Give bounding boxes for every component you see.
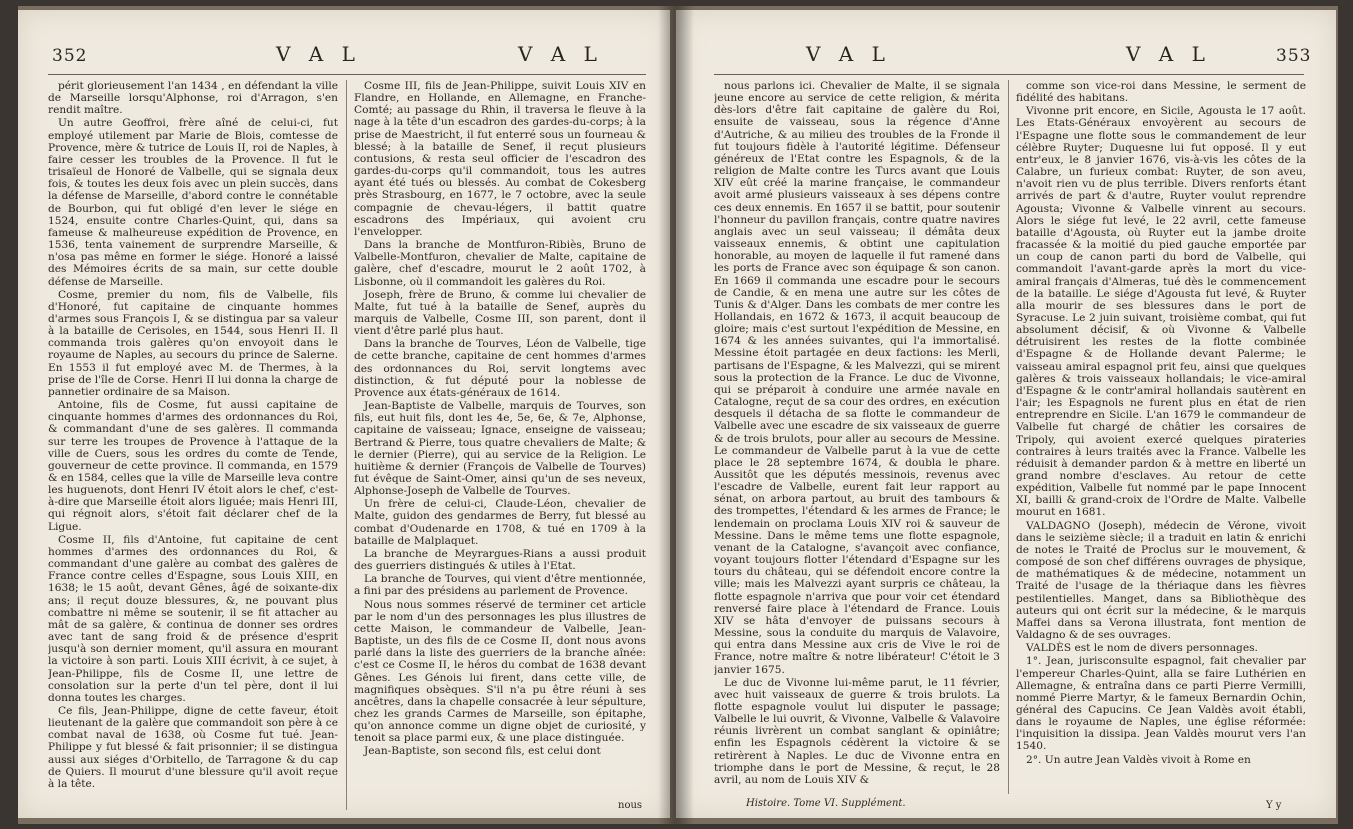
text-column-2 [1016, 80, 1306, 810]
text-column-1 [714, 80, 1000, 794]
text-column-2 [354, 80, 646, 798]
paragraph: Jean-Baptiste de Valbelle, marquis de Tourves, son fils, eut huit fils, dont les 4e, 5e, 6e, & 7e, Alphonse, capitaine de vaisseau; Ignace, enseigne de vaisseau; Bertrand & Pierre, tous quatre chevaliers de Malte; & le dernier (Pierre), qui au service de la Religion. Le huitième & dernier (François de Valbelle de Tourves) fut évêque de Saint-Omer, ainsi qu'un de ses neveux, Alphonse-Joseph de Valbelle de Tourves. [354, 400, 646, 498]
paragraph: 1°. Jean, jurisconsulte espagnol, fait chevalier par l'empereur Charles-Quint, alla se faire Luthérien en Allemagne, & entraîna dans ce parti Pierre Vermilli, nommé Pierre Martyr, & le fameux Bernardin Ochin, général des Capucins. Ce Jean Valdès avoit établi, dans le royaume de Naples, une église réformée: l'inquisition la dissipa. Jean Valdès mourut vers l'an 1540. [1016, 655, 1306, 753]
paragraph: Le duc de Vivonne lui-même parut, le 11 février, avec huit vaisseaux de guerre & trois brulots. La flotte espagnole voulut lui disputer le passage; Valbelle le lui ouvrit, & Vivonne, Valbelle & Valavoire réunis livrèrent un combat sanglant & opiniâtre; enfin les Espagnols cédèrent la victoire & se retirèrent à Naples. Le duc de Vivonne entra en triomphe dans le port de Messine, & reçut, le 28 avril, au nom de Louis XIV & [714, 676, 1000, 786]
signature-mark: Y y [1266, 800, 1282, 811]
text-column-1 [48, 80, 338, 810]
paragraph: Dans la branche de Tourves, Léon de Valbelle, tige de cette branche, capitaine de cent hommes d'armes des ordonnances du Roi, servit longtems avec distinction, & fut député pour la noblesse de Provence aux états-généraux de 1614. [354, 338, 646, 399]
paragraph: La branche de Meyrargues-Rians a aussi produit des guerriers distingués & utiles à l'Etat. [354, 547, 646, 573]
paragraph: Un frère de celui-ci, Claude-Léon, chevalier de Malte, guidon des gendarmes de Berry, fut blessé au combat d'Oudenarde en 1708, & tué en 1709 à la bataille de Malplaquet. [354, 498, 646, 547]
paragraph: VALDAGNO (Joseph), médecin de Vérone, vivoit dans le seizième siècle; il a traduit en latin & enrichi de notes le Traité de Proclus sur le mouvement, & composé de son chef différens ouvrages de physique, de mathématiques & de médecine, notamment un Traité de l'usage de la thériaque dans les fièvres pestilentielles. Manget, dans sa Bibliothèque des auteurs qui ont écrit sur la médecine, & le marquis Maffei dans sa Verona illustrata, font mention de Valdagno & de ses ouvrages. [1016, 519, 1306, 642]
page-number: 352 [52, 46, 88, 66]
column-divider [1008, 80, 1009, 794]
open-book [18, 6, 1338, 824]
paragraph: VALDÈS est le nom de divers personnages. [1026, 642, 1258, 655]
right-page [676, 10, 1336, 818]
paragraph: Jean-Baptiste, son second fils, est celui dont [364, 745, 601, 758]
paragraph: Cosme III, fils de Jean-Philippe, suivit Louis XIV en Flandre, en Hollande, en Allemagne, en Franche-Comté; au passage du Rhin, il traversa le fleuve à la nage à la tête d'un escadron des gardes-du-corps; à la prise de Maestricht, il fut enterré sous un fourneau & blessé; à la bataille de Senef, il reçut plusieurs contusions, & resta seul officier de l'escadron des gardes-du-corps qu'il commandoit, tous les autres ayant été tués ou blessés. Au combat de Cokesberg près Strasbourg, en 1677, le 7 octobre, avec la seule compagnie de chevau-légers, il battit quatre escadrons des Impériaux, qui avoient cru l'envelopper. [354, 80, 646, 238]
paragraph: Un autre Geoffroi, frère aîné de celui-ci, fut employé utilement par Marie de Blois, comtesse de Provence, mère & tutrice de Louis II, roi de Naples, à faire cesser les troubles de la Provence. Il fut le trisaïeul de Honoré de Valbelle, qui se signala deux fois, & toutes les deux fois avec un plein succès, dans la défense de Marseille, d'abord contre le connétable de Bourbon, qui fut obligé d'en lever le siége en 1524, ensuite contre Charles-Quint, qui, dans sa fameuse & malheureuse expédition de Provence, en 1536, tenta vainement de surprendre Marseille, & n'osa pas même en former le siége. Honoré a laissé des Mémoires écrits de sa main, sur cette double défense de Marseille. [48, 117, 338, 288]
running-header: V A L [518, 42, 603, 66]
header-rule [48, 74, 646, 75]
paragraph: Cosme, premier du nom, fils de Valbelle, fils d'Honoré, fut capitaine de cinquante hommes d'armes sous François I, & se distingua par sa valeur à la bataille de Cerisoles, en 1544, sous Henri II. Il commanda trois galères qu'on envoyoit dans le royaume de Naples, au secours du prince de Salerne. En 1553 il fut employé avec M. de Thermes, à la prise de l'île de Corse. Henri II lui donna la charge de pannetier ordinaire de sa Maison. [48, 288, 338, 398]
paragraph: comme son vice-roi dans Messine, le serment de fidélité des habitans. [1016, 80, 1306, 105]
paragraph: périt glorieusement l'an 1434 , en défendant la ville de Marseille lorsqu'Alphonse, roi d'Arragon, s'en rendit maître. [48, 80, 338, 117]
paragraph: Ce fils, Jean-Philippe, digne de cette faveur, étoit lieutenant de la galère que commandoit son père à ce combat naval de 1638, où Cosme fut tué. Jean-Philippe y fut blessé & fait prisonnier; il se distingua aussi aux siéges d'Orbitello, de Tarragone & du cap de Quiers. Il mourut d'une blessure qu'il avoit reçue à la tête. [48, 704, 338, 790]
running-header: V A L [1126, 42, 1211, 66]
paragraph: Nous nous sommes réservé de terminer cet article par le nom d'un des personnages les plus illustres de cette Maison, le commandeur de Valbelle, Jean-Baptiste, un des fils de ce Cosme II, dont nous avons parlé dans la liste des guerriers de la branche aînée: c'est ce Cosme II, le héros du combat de 1638 devant Gênes. Les Génois lui firent, dans cette ville, de magnifiques obsèques. S'il n'a pu être réuni à ses ancêtres, dans la chapelle consacrée à leur sépulture, chez les grands Carmes de Marseille, son épitaphe, qu'on annonce comme un digne objet de curiosité, y tenoit sa place parmi eux, & une place distinguée. [354, 598, 646, 745]
paragraph: 2°. Un autre Jean Valdès vivoit à Rome en [1026, 753, 1251, 766]
running-header: V A L [806, 42, 891, 66]
column-divider [346, 80, 347, 810]
page-number: 353 [1276, 46, 1312, 66]
page-footer: Histoire. Tome VI. Supplément. [746, 798, 906, 809]
paragraph: Joseph, frère de Bruno, & comme lui chevalier de Malte, fut tué à la bataille de Senef, auprès du marquis de Valbelle, Cosme III, son parent, dont il vient d'être parlé plus haut. [354, 288, 646, 338]
paragraph: Vivonne prit encore, en Sicile, Agousta le 17 août. Les Etats-Généraux envoyèrent au secours de l'Espagne une flotte sous le commandement de leur célèbre Ruyter; Duquesne lui fut opposé. Il y eut entr'eux, le 8 janvier 1676, vis-à-vis les côtes de la Calabre, un furieux combat: Ruyter, de son aveu, n'avoit rien vu de plus terrible. Divers renforts étant arrivés de part & d'autre, Ruyter voulut reprendre Agousta; Vivonne & Valbelle vinrent au secours. Alors le siége fut levé, le 22 avril, cette fameuse bataille d'Agousta, où Ruyter eut la jambe droite fracassée & la moitié du pied gauche emportée par un coup de canon parti du bord de Valbelle, qui commandoit l'avant-garde après la mort du vice-amiral français d'Almeras, tué dès le commencement de la bataille. Le siége d'Agousta fut levé, & Ruyter alla mourir de ses blessures dans le port de Syracuse. Le 2 juin suivant, troisième combat, qui fut absolument décisif, & où Vivonne & Valbelle détruisirent les restes de la flotte combinée d'Espagne & de Hollande devant Palerme; le vaisseau amiral espagnol prit feu, ainsi que quelques galères & trois vaisseaux hollandais; le vice-amiral d'Espagne & le contr'amiral hollandais sautèrent en l'air; les Espagnols ne furent plus en état de rien entreprendre en Sicile. L'an 1679 le commandeur de Valbelle fut chargé de châtier les corsaires de Tripoly, qui avoient exercé quelques pirateries contraires à leurs traités avec la France. Valbelle les réduisit à demander pardon & à mettre en liberté un grand nombre d'esclaves. Au retour de cette expédition, Valbelle fut nommé par le pape Innocent XI, bailli & grand-croix de l'Ordre de Malte. Valbelle mourut en 1681. [1016, 105, 1306, 519]
paragraph: Dans la branche de Montfuron-Ribiès, Bruno de Valbelle-Montfuron, chevalier de Malte, capitaine de galère, chef d'escadre, mourut le 2 août 1702, à Lisbonne, où il commandoit les galères du Roi. [354, 239, 646, 288]
catchword: nous [618, 800, 643, 811]
left-page [18, 10, 670, 818]
running-header: V A L [276, 42, 361, 66]
paragraph: Cosme II, fils d'Antoine, fut capitaine de cent hommes d'armes des ordonnances du Roi, & commandant d'une galère au combat des galères de France contre celles d'Espagne, sous Louis XIII, en 1638; le 15 août, devant Gênes, âgé de soixante-dix ans; il reçut douze blessures, &, ne pouvant plus combattre ni même se soutenir, il se fit attacher au mât de sa galère, & continua de donner ses ordres avec tant de sang froid & de présence d'esprit jusqu'à son dernier moment, qu'il assura en mourant la victoire à son parti. Louis XIII écrivit, à ce sujet, à Jean-Philippe, fils de Cosme II, une lettre de consolation sur la perte d'un tel père, dont il lui donna toutes les charges. [48, 533, 338, 704]
paragraph: La branche de Tourves, qui vient d'être mentionnée, a fini par des présidens au parlement de Provence. [354, 573, 646, 598]
paragraph: Antoine, fils de Cosme, fut aussi capitaine de cinquante hommes d'armes des ordonnances du Roi, & commandant d'une de ses galères. Il commanda sur terre les troupes de Provence à l'attaque de la ville de Cuers, sous les ordres du comte de Tende, gouverneur de cette province. Il commanda, en 1579 & en 1584, celles que la ville de Marseille leva contre les huguenots, dont Henri IV étoit alors le chef, c'est-à-dire que Marseille étoit alors liguée; mais Henri III, qui régnoit alors, s'étoit fait déclarer chef de la Ligue. [48, 399, 338, 533]
header-rule [714, 74, 1304, 75]
paragraph: nous parlons ici. Chevalier de Malte, il se signala jeune encore au service de cette religion, & mérita dès-lors d'être fait capitaine de galère du Roi, ensuite de vaisseau, sous la régence d'Anne d'Autriche, & au milieu des troubles de la Fronde il fut toujours fidèle à l'autorité légitime. Défenseur généreux de l'Etat contre les Espagnols, & de la religion de Malte contre les Turcs avant que Louis XIV eût créé la marine française, le commandeur avoit armé plusieurs vaisseaux à ses dépens contre ces deux ennemis. En 1657 il se battit, pour soutenir l'honneur du pavillon français, contre quatre navires anglais avec un seul vaisseau; il démâta deux vaisseaux ennemis, & obtint une capitulation honorable, au moyen de laquelle il fut ramené dans les ports de France avec son équipage & son canon. En 1669 il commanda une escadre pour le secours de Candie, & en mena une autre sur les côtes de Tunis & d'Alger. Dans les combats de mer contre les Hollandais, en 1672 & 1673, il acquit beaucoup de gloire; mais c'est surtout l'expédition de Messine, en 1674 & les années suivantes, qui l'a immortalisé. Messine étoit partagée en deux factions: les Merli, partisans de l'Espagne, & les Malvezzi, qui se mirent sous la protection de la France. Le duc de Vivonne, qui se préparoit à conduire une armée navale en Catalogne, reçut de sa cour des ordres, en exécution desquels il détacha de sa flotte le commandeur de Valbelle avec une escadre de six vaisseaux de guerre & de trois brulots, pour aller au secours de Messine. Le commandeur de Valbelle parut à la vue de cette place le 28 septembre 1674, & doubla le phare. Aussitôt que les députés messinois, revenus avec l'escadre de Valbelle, eurent fait leur rapport au sénat, on arbora partout, au bruit des tambours & des trompettes, l'étendard & les armes de France; le lendemain on proclama Louis XIV roi & sauveur de Messine. Dans le même tems une flotte espagnole, venant de la Catalogne, s'avançoit avec confiance, voyant toujours flotter l'étendard d'Espagne sur les tours du château, qui se défendoit encore contre la ville; mais les Malvezzi ayant surpris ce château, la flotte espagnole n'arriva que pour voir cet étendard renversé faire place à l'étendard de France. Louis XIV se hâta d'envoyer de puissans secours à Messine, sous la conduite du marquis de Valavoire, qui entra dans Messine aux cris de Vive le roi de France, notre maître & notre libérateur! C'étoit le 3 janvier 1675. [714, 80, 1000, 676]
